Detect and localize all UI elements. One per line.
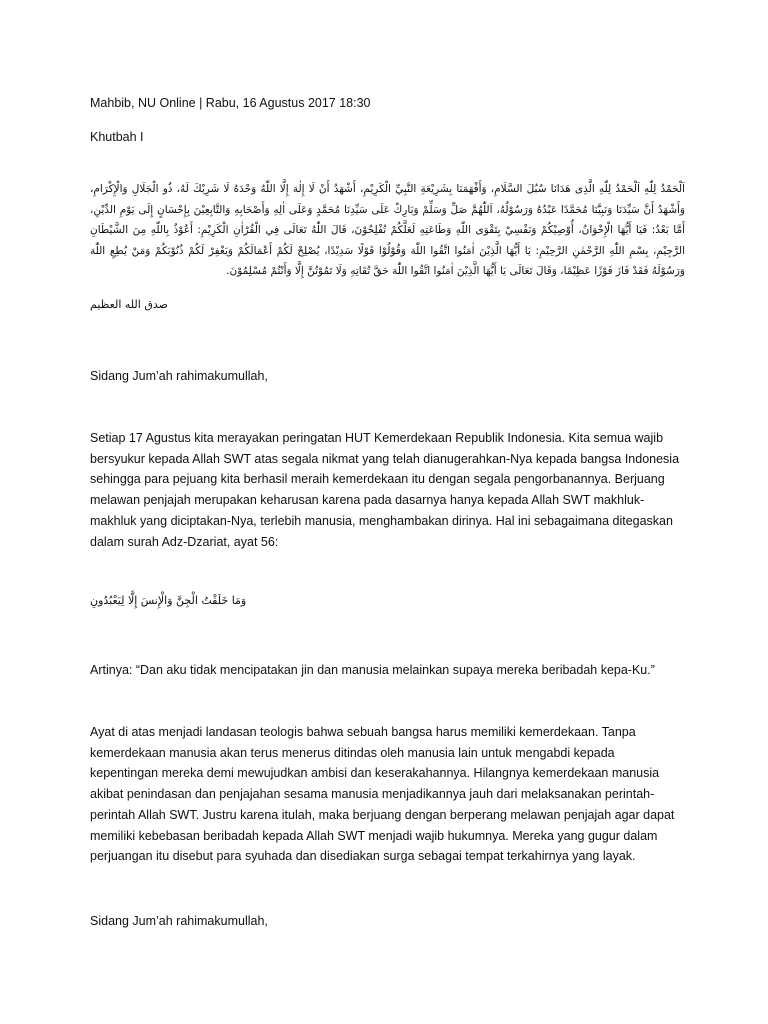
quran-verse-arabic: وَمَا خَلَقْتُ الْجِنَّ وَالْإِنسَ إِلَّا لِيَعْبُدُونِ xyxy=(90,594,247,607)
opening-arabic-text: اَلْحَمْدُ لِلّٰهِ اَلْحَمْدُ لِلّٰهِ الَّذِى هَدَانَا سُبُلَ السَّلَامِ، وَأَفْهَمَنَا بِشَرِيْعَةِ النَّبِيِّ الْكَرِيْمِ، أَشْهَدُ أَنْ لَا إِلٰهَ إِلَّا اللّٰهُ وَحْدَهُ لَا شَرِيْكَ لَهُ، ذُو الْجَلَالِ وَالْإِكْرَامِ، وَأَشْهَدُ أَنَّ سَيِّدَنَا وَنَبِيَّنَا مُحَمَّدًا عَبْدُهُ وَرَسُوْلُهُ، اَللّٰهُمَّ صَلِّ وَسَلِّمْ وَبَارِكْ عَلَى سَيِّدِنَا مُحَمَّدٍ وَعَلَى اٰلِهِ وَأَصْحَابِهِ وَالتَّابِعِيْنَ بِإِحْسَانٍ إِلَى يَوْمِ الدِّيْنِ، أَمَّا بَعْدُ: فَيَا أَيُّهَا الْإِخْوَانُ، أُوْصِيْكُمْ وَنَفْسِيْ بِتَقْوَى اللّٰهِ وَطَاعَتِهِ لَعَلَّكُمْ تُفْلِحُوْنَ، قَالَ اللّٰهُ تَعَالَى فِي الْقُرْاٰنِ الْكَرِيْمِ: أَعُوْذُ بِاللّٰهِ مِنَ الشَّيْطَانِ الرَّجِيْمِ، بِسْمِ اللّٰهِ الرَّحْمٰنِ الرَّحِيْمِ: يَا أَيُّهَا الَّذِيْنَ اٰمَنُوا اتَّقُوا اللّٰهَ وَقُوْلُوْا قَوْلًا سَدِيْدًا، يُصْلِحْ لَكُمْ أَعْمَالَكُمْ وَيَغْفِرْ لَكُمْ ذُنُوْبَكُمْ وَمَنْ يُطِعِ اللّٰهَ وَرَسُوْلَهُ فَقَدْ فَازَ فَوْزًا عَظِيْمًا، وَقَالَ تَعَالَى يَا أَيُّهَا الَّذِيْنَ اٰمَنُوا اتَّقُوا اللّٰهَ حَقَّ تُقَاتِهِ وَلَا تَمُوْتُنَّ إِلَّا وَأَنْتُمْ مُسْلِمُوْنَ. xyxy=(90,183,685,277)
address-greeting: Sidang Jum’ah rahimakumullah, xyxy=(90,369,268,383)
address-greeting: Sidang Jum’ah rahimakumullah, xyxy=(90,914,268,928)
verse-translation: Artinya: “Dan aku tidak mencipatakan jin dan manusia melainkan supaya mereka beribadah kepa-Ku.” xyxy=(90,663,655,677)
paragraph-2: Ayat di atas menjadi landasan teologis bahwa sebuah bangsa harus memiliki kemerdekaan. Tanpa kemerdekaan manusia akan terus menerus ditindas oleh manusia lain untuk mengabdi kepada kepentingan mereka demi mewujudkan ambisi dan keserakahannya. Hilangnya kemerdekaan manusia akibat penindasan dan penjajahan sesama manusia menjadikannya jauh dari melaksanakan perintah-perintah Allah SWT. Justru karena itulah, maka berjuang dengan berperang melawan penjajah agar dapat memiliki kebebasan beribadah kepada Allah SWT menjadi wajib hukumnya. Mereka yang gugur dalam perjuangan itu disebut para syuhada dan disediakan surga sebagai tempat terkahirnya yang layak. xyxy=(90,725,675,864)
paragraph-1: Setiap 17 Agustus kita merayakan peringatan HUT Kemerdekaan Republik Indonesia. Kita semua wajib bersyukur kepada Allah SWT atas segala nikmat yang telah dianugerahkan-Nya kepada bangsa Indonesia sehingga para pejuang kita berhasil meraih kemerdekaan itu dengan segala pengorbanannya. Berjuang melawan penjajah merupakan keharusan karena pada dasarnya hanya kepada Allah SWT makhluk-makhluk yang diciptakan-Nya, terlebih manusia, menghambakan dirinya. Hal ini sebagaimana ditegaskan dalam surah Adz-Dzariat, ayat 56: xyxy=(90,431,680,549)
sadaqallah-text: صدق الله العظيم xyxy=(90,298,168,311)
byline: Mahbib, NU Online | Rabu, 16 Agustus 2017 18:30 xyxy=(90,96,371,110)
section-title: Khutbah I xyxy=(90,130,144,144)
